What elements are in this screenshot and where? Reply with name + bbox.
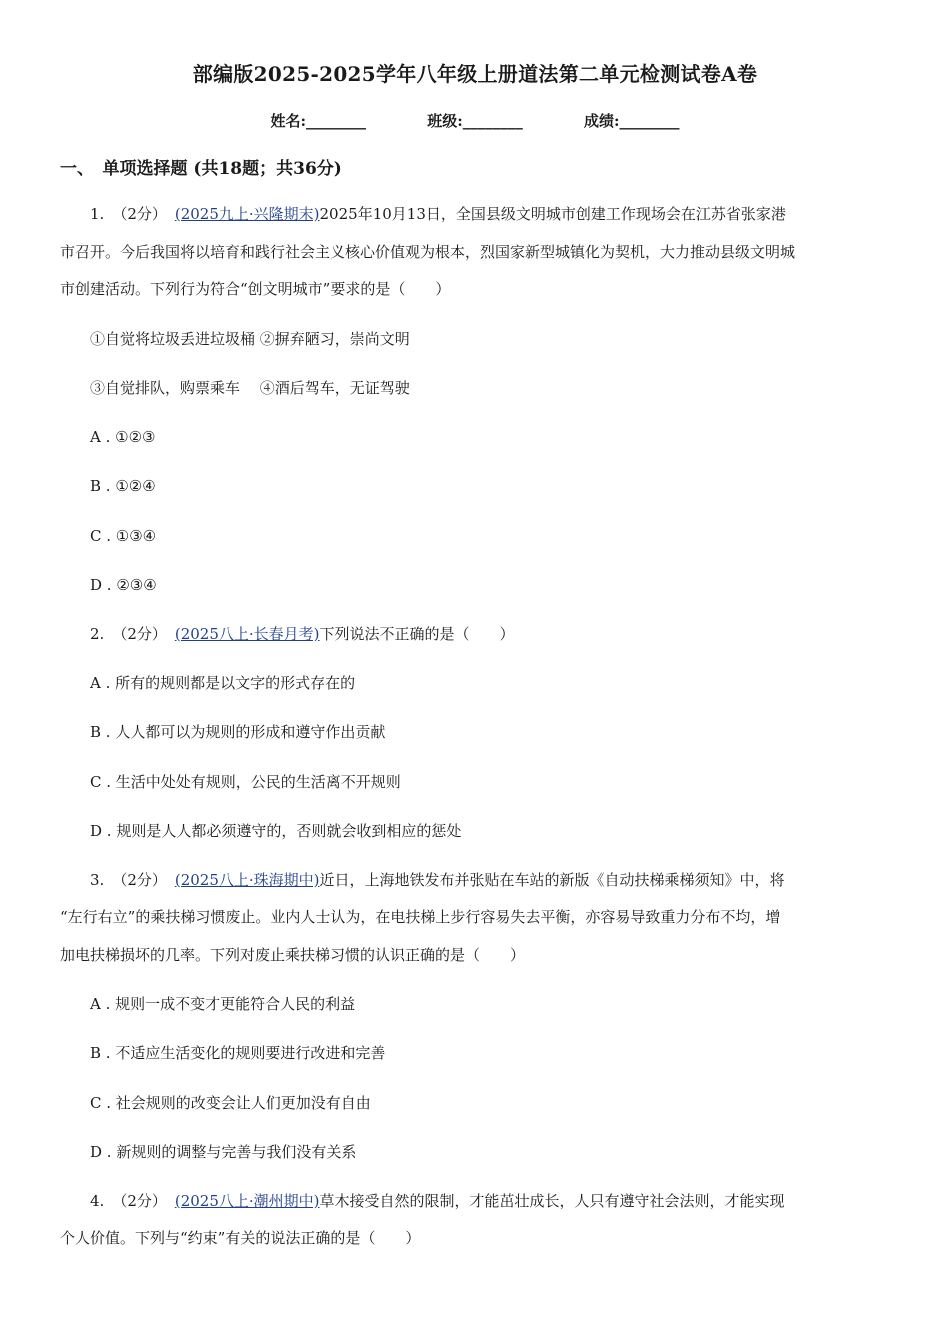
question-source-link[interactable]: (2025八上·长春月考) xyxy=(174,625,320,643)
question-1-item-1: ①自觉将垃圾丢进垃圾桶 ②摒弃陋习，崇尚文明 xyxy=(90,330,410,348)
question-3-option-a: A . 规则一成不变才更能符合人民的利益 xyxy=(90,995,356,1013)
question-3-option-d: D . 新规则的调整与完善与我们没有关系 xyxy=(90,1143,357,1161)
question-1-item-2: ③自觉排队，购票乘车 ④酒后驾车，无证驾驶 xyxy=(90,379,410,397)
score-field-label: 成绩:________ xyxy=(584,112,680,130)
question-1-line-1 xyxy=(90,196,922,233)
page-title: 部编版2025-2025学年八年级上册道法第二单元检测试卷A卷 xyxy=(192,62,758,86)
question-1-option-c: C . ①③④ xyxy=(90,527,157,545)
question-2-option-c: C . 生活中处处有规则，公民的生活离不开规则 xyxy=(90,773,401,791)
question-3-line-1 xyxy=(90,862,922,899)
question-points: （2分） xyxy=(112,205,167,223)
question-text: 近日，上海地铁发布并张贴在车站的新版《自动扶梯乘梯须知》中，将 xyxy=(319,871,785,889)
name-field-label: 姓名:________ xyxy=(270,112,366,130)
question-points: （2分） xyxy=(112,625,167,643)
student-info-row xyxy=(0,110,950,131)
question-text: 草木接受自然的限制，才能茁壮成长，人只有遵守社会法则，才能实现 xyxy=(319,1192,785,1210)
question-1-option-d: D . ②③④ xyxy=(90,576,157,594)
question-text: 下列说法不正确的是（ ） xyxy=(319,625,515,643)
question-source-link[interactable]: (2025八上·珠海期中) xyxy=(174,871,320,889)
question-1-option-b: B . ①②④ xyxy=(90,477,156,495)
question-points: （2分） xyxy=(112,871,167,889)
class-field-label: 班级:________ xyxy=(427,112,523,130)
question-4-line-2: 个人价值。下列与“约束”有关的说法正确的是（ ） xyxy=(60,1229,421,1247)
question-3-line-3: 加电扶梯损坏的几率。下列对废止乘扶梯习惯的认识正确的是（ ） xyxy=(60,946,526,964)
question-number: 4. xyxy=(90,1192,105,1210)
question-4-line-1 xyxy=(90,1183,922,1220)
question-1-line-2: 市召开。今后我国将以培育和践行社会主义核心价值观为根本，烈国家新型城镇化为契机，大力推动县级文明城 xyxy=(60,243,796,261)
question-2-line-1 xyxy=(90,616,922,653)
question-text: 2025年10月13日，全国县级文明城市创建工作现场会在江苏省张家港 xyxy=(319,205,786,223)
question-2-option-d: D . 规则是人人都必须遵守的，否则就会收到相应的惩处 xyxy=(90,822,462,840)
question-source-link[interactable]: (2025九上·兴隆期末) xyxy=(174,205,320,223)
question-source-link[interactable]: (2025八上·潮州期中) xyxy=(174,1192,320,1210)
question-3-option-c: C . 社会规则的改变会让人们更加没有自由 xyxy=(90,1094,371,1112)
question-number: 2. xyxy=(90,625,105,643)
question-3-option-b: B . 不适应生活变化的规则要进行改进和完善 xyxy=(90,1044,386,1062)
question-1-line-3: 市创建活动。下列行为符合“创文明城市”要求的是（ ） xyxy=(60,280,451,298)
question-number: 3. xyxy=(90,871,105,889)
question-2-option-b: B . 人人都可以为规则的形成和遵守作出贡献 xyxy=(90,723,386,741)
question-2-option-a: A . 所有的规则都是以文字的形式存在的 xyxy=(90,674,356,692)
question-points: （2分） xyxy=(112,1192,167,1210)
question-1-option-a: A . ①②③ xyxy=(90,428,156,446)
section-heading: 一、 单项选择题 (共18题；共36分) xyxy=(60,159,342,179)
question-3-line-2: “左行右立”的乘扶梯习惯废止。业内人士认为，在电扶梯上步行容易失去平衡，亦容易导致重力分布不均，增 xyxy=(60,908,781,926)
question-number: 1. xyxy=(90,205,105,223)
